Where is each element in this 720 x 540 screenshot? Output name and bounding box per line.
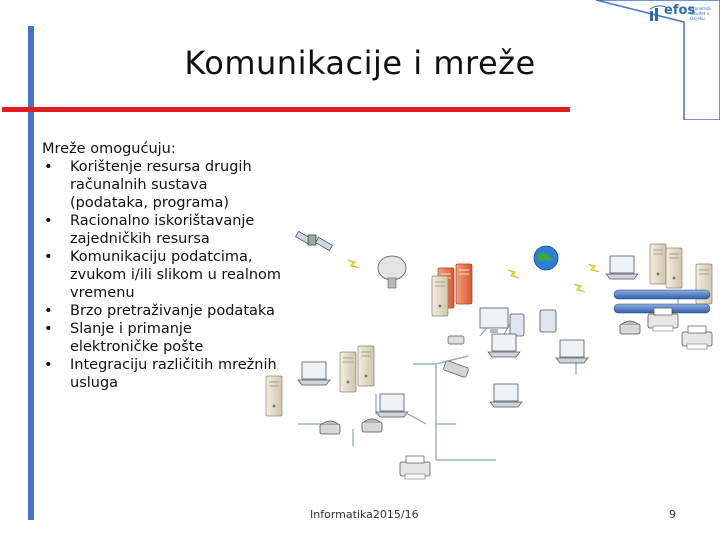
laptop-icon [490, 384, 522, 407]
logo-subtext: Ekonomski fakultet u Osijeku [690, 6, 712, 21]
server-icon [650, 244, 666, 284]
server-icon [456, 264, 472, 304]
list-item [42, 248, 282, 302]
bullet-dot: • [44, 249, 53, 265]
lightning-icon [348, 260, 359, 268]
bullet-list [42, 158, 282, 392]
phone-icon [362, 419, 382, 432]
lightning-icon [588, 264, 599, 272]
bullet-text: Integraciju različitih mrežnih usluga [70, 357, 277, 391]
footer-text: Informatika2015/16 [310, 508, 419, 521]
globe-icon [534, 246, 558, 270]
laptop-icon [556, 340, 588, 363]
list-item [42, 158, 282, 212]
slide-title: Komunikacije i mreže [184, 44, 536, 82]
laptop-icon [298, 362, 330, 385]
bullet-text: Korištenje resursa drugih računalnih sustava (podataka, programa) [70, 159, 252, 211]
printer-icon [682, 326, 712, 349]
laptop-icon [606, 256, 638, 279]
router-icon [443, 360, 469, 378]
list-item [42, 320, 282, 356]
satellite-dish-icon [378, 256, 406, 288]
bullet-dot: • [44, 213, 53, 229]
bullet-dot: • [44, 321, 53, 337]
bullet-text: Brzo pretraživanje podataka [70, 303, 275, 319]
laptop-icon [488, 334, 520, 357]
desktop-icon [480, 308, 508, 333]
server-icon [432, 276, 448, 316]
bullet-dot: • [44, 159, 53, 175]
bullet-dot: • [44, 357, 53, 373]
network-diagram [258, 224, 720, 486]
server-icon [340, 352, 356, 392]
bullet-text: Slanje i primanje elektroničke pošte [70, 321, 204, 355]
bullet-text: Komunikaciju podatcima, zvukom i/ili slikom u realnom vremenu [70, 249, 282, 301]
server-icon [358, 346, 374, 386]
lightning-icon [508, 270, 519, 278]
server-icon [266, 376, 282, 416]
list-item [42, 212, 282, 248]
satellite-icon [296, 231, 333, 250]
title-underline [2, 107, 570, 112]
lightning-icon [574, 284, 585, 292]
intro-text: Mreže omogućuju: [42, 141, 176, 157]
slide-content [42, 140, 282, 392]
phone-icon [620, 321, 640, 334]
bullet-text: Racionalno iskorištavanje zajedničkih resursa [70, 213, 255, 247]
tablet-icon [510, 314, 524, 336]
page-number: 9 [669, 508, 676, 521]
bullet-dot: • [44, 303, 53, 319]
list-item [42, 356, 282, 392]
router-icon [448, 336, 464, 344]
list-item [42, 302, 282, 320]
server-icon [666, 248, 682, 288]
logo-text: efos [664, 3, 696, 18]
printer-icon [400, 456, 430, 479]
laptop-icon [376, 394, 408, 417]
phone-icon [320, 421, 340, 434]
left-accent-bar [28, 26, 34, 520]
tablet-icon [540, 310, 556, 332]
